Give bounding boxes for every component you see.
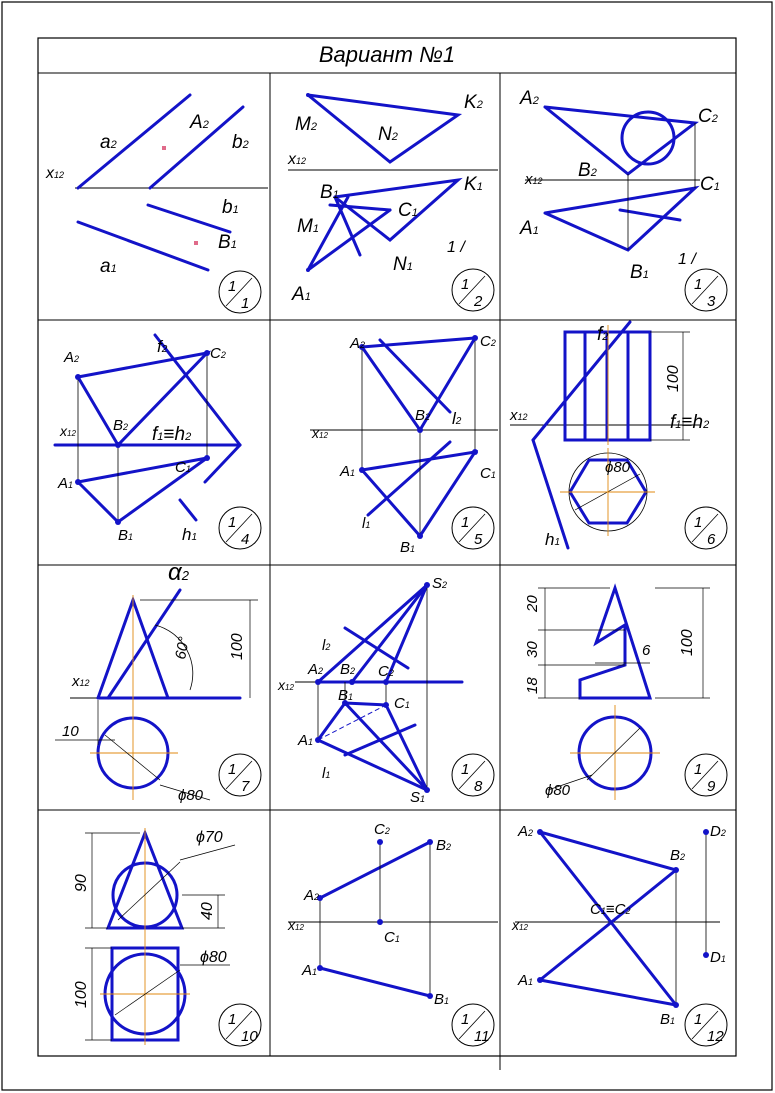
svg-text:C1: C1	[384, 929, 400, 946]
svg-text:C1: C1	[398, 200, 418, 221]
badge-top-number: 1	[461, 276, 470, 293]
svg-text:10: 10	[62, 723, 79, 740]
svg-text:x12: x12	[288, 917, 304, 933]
badge-6	[685, 507, 727, 549]
svg-text:D2: D2	[710, 823, 726, 840]
task-9	[524, 588, 710, 800]
svg-text:x12: x12	[60, 423, 76, 439]
svg-text:K2: K2	[464, 92, 483, 113]
svg-text:x12: x12	[288, 151, 307, 168]
badge-top-number: 1	[694, 761, 703, 778]
badge-top-number: 1	[694, 1011, 703, 1028]
svg-text:x12: x12	[512, 917, 528, 933]
badge-task-number: 1	[241, 295, 250, 312]
badge-task-number: 7	[241, 778, 250, 795]
svg-text:B2: B2	[340, 661, 356, 678]
svg-text:B1: B1	[218, 232, 237, 253]
svg-text:ϕ80: ϕ80	[178, 787, 204, 804]
svg-text:S1: S1	[410, 789, 426, 806]
svg-text:C2: C2	[378, 663, 394, 680]
badge-task-number: 5	[474, 531, 483, 548]
badge-task-number: 9	[707, 778, 716, 795]
svg-text:x12: x12	[525, 171, 543, 188]
svg-text:B2: B2	[415, 407, 431, 424]
svg-text:B2: B2	[113, 417, 129, 434]
badge-task-number: 8	[474, 778, 483, 795]
badge-task-number: 12	[707, 1028, 724, 1045]
svg-text:C2: C2	[698, 106, 718, 127]
svg-text:C1: C1	[700, 174, 720, 195]
svg-text:M2: M2	[295, 114, 317, 135]
svg-text:A1: A1	[292, 284, 311, 305]
badge-8	[452, 754, 494, 796]
badge-task-number: 10	[241, 1028, 258, 1045]
svg-text:x12: x12	[312, 425, 328, 441]
svg-text:100: 100	[665, 365, 682, 392]
svg-text:α2: α2	[168, 559, 189, 586]
badge-top-number: 1	[461, 514, 470, 531]
svg-text:B1: B1	[320, 182, 339, 203]
svg-text:B1: B1	[630, 262, 649, 283]
svg-text:A2: A2	[518, 823, 534, 840]
svg-text:30: 30	[524, 641, 541, 658]
svg-text:B2: B2	[578, 160, 597, 181]
badge-top-number: 1	[228, 278, 237, 295]
svg-text:x12: x12	[510, 407, 528, 424]
badge-top-number: 1	[694, 514, 703, 531]
svg-text:B1: B1	[660, 1011, 676, 1028]
svg-text:l1: l1	[362, 515, 371, 532]
svg-text:1 /: 1 /	[447, 239, 465, 256]
svg-text:f2: f2	[597, 324, 609, 345]
svg-text:C1: C1	[480, 465, 496, 482]
svg-text:h1: h1	[182, 525, 198, 544]
task-8	[277, 575, 462, 806]
svg-text:l1: l1	[322, 765, 331, 782]
svg-text:90: 90	[73, 874, 90, 892]
svg-text:A2: A2	[64, 349, 80, 366]
svg-text:B2: B2	[436, 837, 452, 854]
svg-text:l2: l2	[322, 637, 331, 654]
badge-1	[219, 271, 261, 313]
svg-text:A1: A1	[298, 732, 314, 749]
svg-text:ϕ80: ϕ80	[605, 459, 631, 476]
svg-text:A2: A2	[520, 88, 539, 109]
task-11	[287, 821, 498, 1008]
task-12	[511, 823, 726, 1028]
task-1	[45, 95, 268, 277]
badge-top-number: 1	[228, 1011, 237, 1028]
badge-task-number: 4	[241, 531, 250, 548]
badge-top-number: 1	[461, 1011, 470, 1028]
svg-text:B1: B1	[434, 991, 450, 1008]
svg-text:ϕ70: ϕ70	[196, 829, 223, 846]
svg-text:x12: x12	[278, 677, 294, 693]
badge-top-number: 1	[228, 761, 237, 778]
svg-text:x12: x12	[46, 165, 65, 182]
svg-text:f2: f2	[157, 337, 168, 356]
svg-text:K1: K1	[464, 174, 483, 195]
svg-text:l2: l2	[452, 409, 462, 428]
badge-task-number: 11	[474, 1028, 490, 1045]
svg-text:S2: S2	[432, 575, 448, 592]
svg-text:C2: C2	[480, 333, 496, 350]
badge-10	[219, 1004, 261, 1046]
svg-text:a2: a2	[100, 132, 117, 153]
badge-2	[452, 269, 494, 311]
svg-text:A2: A2	[190, 112, 209, 133]
svg-text:h1: h1	[545, 530, 561, 549]
task-3	[519, 88, 720, 283]
badge-top-number: 1	[461, 761, 470, 778]
svg-text:100: 100	[73, 981, 90, 1008]
svg-text:a1: a1	[100, 256, 117, 277]
svg-text:60°: 60°	[172, 635, 193, 661]
svg-text:A1: A1	[520, 218, 539, 239]
svg-text:A1: A1	[58, 475, 74, 492]
svg-text:f1≡h2: f1≡h2	[670, 412, 710, 433]
svg-text:C1: C1	[175, 459, 191, 476]
task-4	[55, 335, 240, 544]
svg-text:20: 20	[524, 595, 541, 612]
svg-text:D1: D1	[710, 949, 726, 966]
svg-text:ϕ80: ϕ80	[200, 949, 227, 966]
svg-text:B1: B1	[118, 527, 134, 544]
svg-text:f1≡h2: f1≡h2	[152, 424, 192, 445]
badge-top-number: 1	[228, 514, 237, 531]
svg-text:x12: x12	[72, 673, 90, 690]
svg-text:b1: b1	[222, 197, 239, 218]
svg-text:100: 100	[229, 633, 246, 660]
task-6	[509, 322, 709, 549]
svg-text:C2: C2	[210, 345, 226, 362]
badge-5	[452, 507, 494, 549]
svg-text:C1≡C2: C1≡C2	[590, 901, 631, 918]
svg-text:B2: B2	[670, 847, 686, 864]
badge-9	[685, 754, 727, 796]
badge-11	[452, 1004, 494, 1046]
svg-text:A1: A1	[518, 972, 534, 989]
svg-text:100: 100	[679, 629, 696, 656]
badge-7	[219, 754, 261, 796]
svg-text:A1: A1	[302, 962, 318, 979]
svg-text:40: 40	[199, 902, 216, 920]
sheet-title: Вариант №1	[318, 42, 456, 67]
svg-text:18: 18	[524, 677, 541, 694]
badge-12	[685, 1004, 727, 1046]
svg-text:A1: A1	[340, 463, 356, 480]
svg-text:M1: M1	[297, 216, 319, 237]
svg-text:b2: b2	[232, 132, 249, 153]
svg-text:C2: C2	[374, 821, 390, 838]
svg-text:A2: A2	[308, 661, 324, 678]
svg-text:6: 6	[642, 642, 651, 659]
task-10	[73, 828, 235, 1045]
badge-3	[685, 269, 727, 311]
badge-task-number: 6	[707, 531, 716, 548]
svg-text:B1: B1	[400, 539, 416, 556]
svg-text:A2: A2	[350, 335, 366, 352]
svg-text:A2: A2	[304, 887, 320, 904]
badge-4	[219, 507, 261, 549]
badge-task-number: 2	[474, 293, 483, 310]
svg-text:ϕ80: ϕ80	[545, 782, 571, 799]
svg-text:N1: N1	[393, 254, 413, 275]
svg-text:C1: C1	[394, 695, 410, 712]
badge-top-number: 1	[694, 276, 703, 293]
svg-text:1 /: 1 /	[678, 251, 696, 268]
svg-text:B1: B1	[338, 687, 354, 704]
badge-task-number: 3	[707, 293, 716, 310]
svg-text:N2: N2	[378, 124, 398, 145]
